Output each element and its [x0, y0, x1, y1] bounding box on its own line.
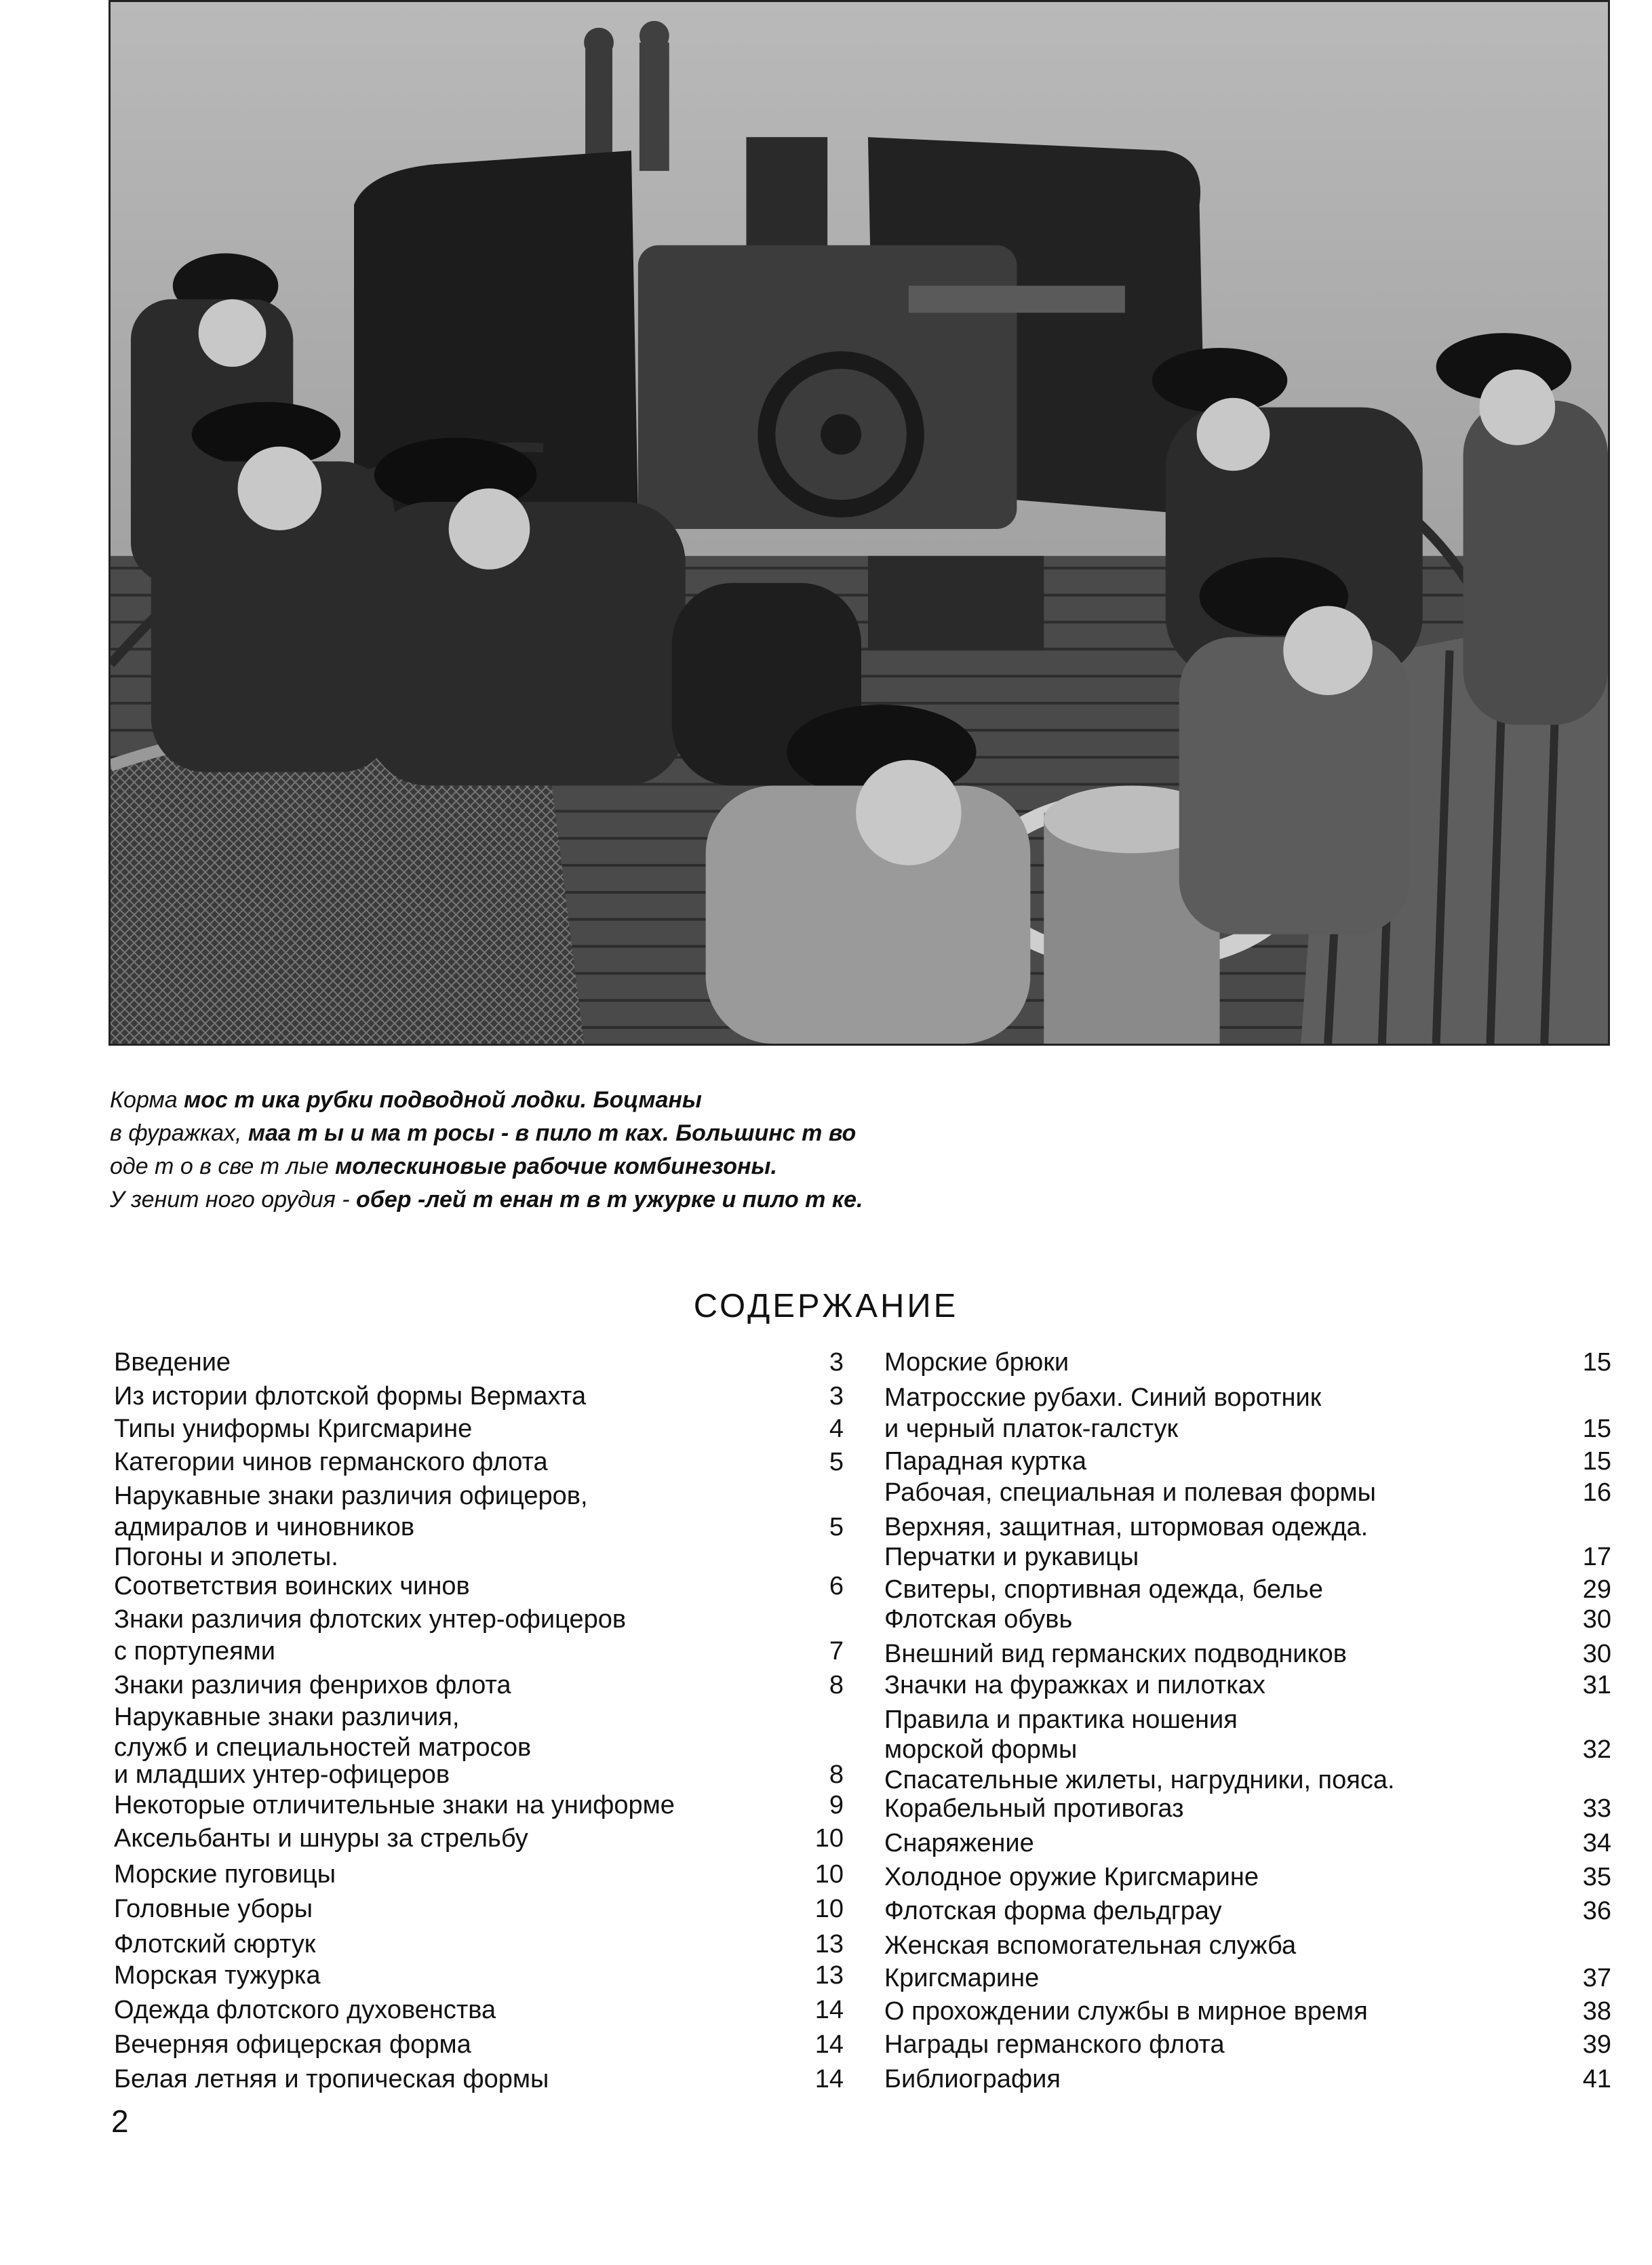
- toc-entry-title: Внешний вид германских подводников: [884, 1640, 1347, 1668]
- toc-entry: [114, 1669, 844, 1701]
- toc-entry-title: Нарукавные знаки различия офицеров,: [114, 1482, 588, 1510]
- toc-entry: [114, 1446, 844, 1478]
- toc-entry: [884, 1895, 1611, 1927]
- toc-entry: [114, 1758, 844, 1791]
- toc-entry: [114, 1346, 844, 1379]
- toc-entry: [114, 1994, 844, 2026]
- toc-entry: [884, 1733, 1611, 1766]
- toc-entry-page: 36: [1582, 1897, 1611, 1925]
- toc-entry-title: Головные уборы: [114, 1895, 313, 1923]
- toc-entry-title: Введение: [114, 1348, 231, 1377]
- toc-entry-title: Корабельный противогаз: [884, 1794, 1184, 1823]
- toc-entry-page: 8: [829, 1671, 844, 1699]
- toc-entry-page: 14: [814, 2030, 844, 2059]
- toc-entry-page: 29: [1582, 1575, 1611, 1604]
- toc-entry-page: 30: [1582, 1605, 1611, 1634]
- toc-entry-page: 10: [814, 1895, 844, 1923]
- toc-entry-page: 14: [814, 1996, 844, 2024]
- toc-entry: [114, 1480, 844, 1512]
- toc-entry-title: с портупеями: [114, 1637, 276, 1666]
- toc-entry-page: 32: [1582, 1735, 1611, 1764]
- toc-entry-page: 14: [814, 2065, 844, 2093]
- toc-entry: [884, 1827, 1611, 1859]
- toc-entry-title: Нарукавные знаки различия,: [114, 1703, 460, 1731]
- toc-entry-page: 6: [829, 1572, 844, 1600]
- toc-entry-title: Некоторые отличительные знаки на униформе: [114, 1791, 675, 1819]
- toc-entry-title: адмиралов и чиновников: [114, 1513, 415, 1541]
- toc-entry: [884, 1346, 1611, 1379]
- toc-entry: [884, 1573, 1611, 1606]
- toc-entry-page: 4: [829, 1415, 844, 1443]
- toc-entry: [114, 2063, 844, 2095]
- caption-line: Корма мос т ика рубки подводной лодки. Боцманы: [110, 1087, 702, 1113]
- toc-entry-page: 3: [829, 1382, 844, 1411]
- toc-entry-page: 35: [1582, 1863, 1611, 1891]
- toc-entry-page: 15: [1582, 1415, 1611, 1443]
- toc-entry-title: Типы униформы Кригсмарине: [114, 1415, 473, 1443]
- toc-entry-title: Погоны и эполеты.: [114, 1543, 338, 1571]
- toc-entry: [114, 1380, 844, 1413]
- toc-entry-title: Матросские рубахи. Синий воротник: [884, 1383, 1322, 1412]
- toc-entry: [884, 1792, 1611, 1825]
- toc-entry: [884, 2028, 1611, 2061]
- toc-entry-title: Из истории флотской формы Вермахта: [114, 1382, 587, 1411]
- toc-entry-title: Аксельбанты и шнуры за стрельбу: [114, 1824, 528, 1853]
- toc-entry: [114, 1603, 844, 1636]
- toc-entry-title: Знаки различия фенрихов флота: [114, 1671, 511, 1699]
- toc-entry-title: Значки на фуражках и пилотках: [884, 1671, 1265, 1699]
- toc-entry-title: Флотская обувь: [884, 1605, 1073, 1634]
- toc-entry: [884, 1703, 1611, 1736]
- toc-entry: [884, 1995, 1611, 2028]
- photo-caption: [110, 1084, 1059, 1217]
- toc-entry-title: Женская вспомогательная служба: [884, 1931, 1297, 1960]
- toc-entry-title: Холодное оружие Кригсмарине: [884, 1863, 1259, 1891]
- toc-entry: [884, 1541, 1611, 1573]
- toc-entry-title: Спасательные жилеты, нагрудники, пояса.: [884, 1766, 1395, 1794]
- toc-entry: [114, 1635, 844, 1668]
- toc-entry-title: Снаряжение: [884, 1829, 1034, 1857]
- toc-entry-page: 5: [829, 1448, 844, 1476]
- toc-entry: [114, 1928, 844, 1961]
- toc-entry: [884, 1669, 1611, 1701]
- toc-entry: [884, 1511, 1611, 1543]
- toc-entry-page: 5: [829, 1513, 844, 1541]
- toc-entry: [884, 1861, 1611, 1893]
- toc-entry: [884, 1638, 1611, 1670]
- toc-entry-page: 13: [814, 1930, 844, 1958]
- toc-entry-page: 33: [1582, 1794, 1611, 1823]
- toc-entry-page: 41: [1582, 2065, 1611, 2093]
- toc-entry-title: Библиография: [884, 2065, 1061, 2093]
- toc-entry: [114, 1541, 844, 1573]
- toc-entry-title: О прохождении службы в мирное время: [884, 1997, 1368, 2026]
- toc-entry-page: 31: [1582, 1671, 1611, 1699]
- caption-line: в фуражках, маа т ы и ма т росы - в пило т ках. Большинс т во: [110, 1120, 857, 1146]
- toc-entry-page: 30: [1582, 1640, 1611, 1668]
- toc-entry-page: 9: [829, 1791, 844, 1819]
- toc-entry: [114, 1413, 844, 1445]
- toc-title: СОДЕРЖАНИЕ: [693, 1288, 959, 1324]
- toc-entry: [884, 1603, 1611, 1636]
- toc-entry: [114, 1511, 844, 1543]
- toc-entry: [884, 1413, 1611, 1445]
- toc-entry-title: служб и специальностей матросов: [114, 1733, 532, 1762]
- toc-entry-title: Флотский сюртук: [114, 1930, 316, 1958]
- toc-entry-page: 38: [1582, 1997, 1611, 2026]
- toc-entry-page: 16: [1582, 1478, 1611, 1507]
- toc-entry: [114, 2028, 844, 2061]
- toc-entry: [884, 2063, 1611, 2095]
- caption-line: У зенит ного орудия - обер -лей т енан т в т ужурке и пило т ке.: [110, 1187, 863, 1213]
- toc-entry-title: и черный платок-галстук: [884, 1415, 1179, 1443]
- toc-entry-title: Правила и практика ношения: [884, 1706, 1238, 1734]
- toc-entry-title: Парадная куртка: [884, 1447, 1087, 1476]
- toc-entry-title: Соответствия воинских чинов: [114, 1572, 470, 1600]
- toc-entry: [884, 1476, 1611, 1509]
- toc-entry: [884, 1929, 1611, 1962]
- toc-entry-page: 17: [1582, 1543, 1611, 1571]
- toc-entry: [114, 1822, 844, 1855]
- toc-entry: [114, 1570, 844, 1602]
- toc-entry-page: 39: [1582, 2030, 1611, 2059]
- toc-entry-title: Перчатки и рукавицы: [884, 1543, 1139, 1571]
- toc-entry-page: 37: [1582, 1964, 1611, 1992]
- toc-entry: [114, 1701, 844, 1733]
- toc-entry-page: 3: [829, 1348, 844, 1377]
- toc-entry-title: Рабочая, специальная и полевая формы: [884, 1478, 1376, 1507]
- toc-entry-page: 7: [829, 1637, 844, 1666]
- toc-entry: [114, 1893, 844, 1925]
- toc-entry-page: 10: [814, 1860, 844, 1889]
- toc-entry-page: 8: [829, 1760, 844, 1789]
- toc-entry-title: Морская тужурка: [114, 1961, 321, 1990]
- toc-entry-title: Морские пуговицы: [114, 1860, 336, 1889]
- toc-entry: [884, 1381, 1611, 1414]
- toc-entry-page: 10: [814, 1824, 844, 1853]
- toc-entry-title: Кригсмарине: [884, 1964, 1040, 1992]
- toc-entry-page: 34: [1582, 1829, 1611, 1857]
- toc-entry: [884, 1962, 1611, 1994]
- toc-entry-page: 13: [814, 1961, 844, 1990]
- toc-entry-page: 15: [1582, 1447, 1611, 1476]
- toc-entry: [114, 1789, 844, 1821]
- toc-entry: [114, 1858, 844, 1891]
- toc-entry-title: Одежда флотского духовенства: [114, 1996, 496, 2024]
- toc-entry-title: Белая летняя и тропическая формы: [114, 2065, 549, 2093]
- toc-entry-title: и младших унтер-офицеров: [114, 1760, 450, 1789]
- toc-entry-title: Верхняя, защитная, штормовая одежда.: [884, 1513, 1369, 1541]
- toc-entry: [884, 1764, 1611, 1796]
- toc-entry-title: морской формы: [884, 1735, 1078, 1764]
- toc-entry: [114, 1959, 844, 1992]
- toc-entry-title: Вечерняя офицерская форма: [114, 2030, 471, 2059]
- toc-entry-title: Флотская форма фельдграу: [884, 1897, 1222, 1925]
- submarine-bridge-photo: [109, 0, 1610, 1046]
- toc-entry-page: 15: [1582, 1348, 1611, 1377]
- toc-entry-title: Свитеры, спортивная одежда, белье: [884, 1575, 1323, 1604]
- caption-line: оде т о в све т лые молескиновые рабочие комбинезоны.: [110, 1154, 778, 1179]
- toc-entry: [884, 1445, 1611, 1478]
- page-number: 2: [111, 2104, 129, 2139]
- toc-entry-title: Морские брюки: [884, 1348, 1069, 1377]
- toc-entry-title: Знаки различия флотских унтер-офицеров: [114, 1605, 627, 1634]
- toc-entry-title: Награды германского флота: [884, 2030, 1225, 2059]
- toc-entry-title: Категории чинов германского флота: [114, 1448, 548, 1476]
